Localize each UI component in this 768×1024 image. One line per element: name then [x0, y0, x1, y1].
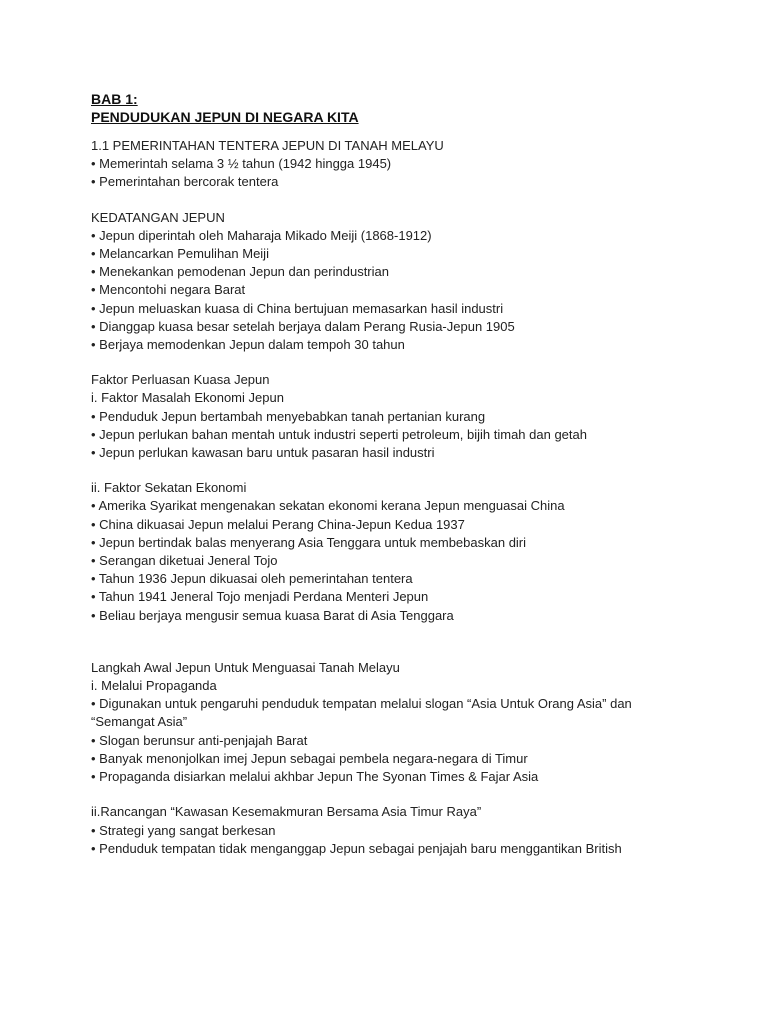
- section-kedatangan: [91, 209, 731, 355]
- section-pemerintahan: [91, 137, 731, 192]
- list-item-continuation: “Semangat Asia”: [91, 714, 188, 730]
- section-title: Faktor Perluasan Kuasa Jepun: [91, 372, 270, 388]
- list-item: • Banyak menonjolkan imej Jepun sebagai pembela negara-negara di Timur: [91, 750, 528, 766]
- section-title: 1.1 PEMERINTAHAN TENTERA JEPUN DI TANAH MELAYU: [91, 138, 444, 153]
- section-langkah-awal: [91, 659, 731, 786]
- section-title: ii. Faktor Sekatan Ekonomi: [91, 480, 247, 496]
- chapter-number: BAB 1:: [91, 91, 138, 107]
- list-item: • Dianggap kuasa besar setelah berjaya dalam Perang Rusia-Jepun 1905: [91, 318, 515, 334]
- list-item: • Jepun perlukan bahan mentah untuk industri seperti petroleum, bijih timah dan getah: [91, 426, 587, 442]
- list-item: • Memerintah selama 3 ½ tahun (1942 hingga 1945): [91, 156, 392, 172]
- list-item: • Strategi yang sangat berkesan: [91, 822, 276, 838]
- document-page: [91, 90, 731, 858]
- list-item: • Slogan berunsur anti-penjajah Barat: [91, 732, 308, 748]
- list-item: • Jepun meluaskan kuasa di China bertujuan memasarkan hasil industri: [91, 300, 504, 316]
- chapter-title: PENDUDUKAN JEPUN DI NEGARA KITA: [91, 109, 359, 125]
- section-sekatan-ekonomi: [91, 479, 731, 625]
- list-item: • Jepun diperintah oleh Maharaja Mikado Meiji (1868-1912): [91, 227, 432, 243]
- list-item: • Tahun 1941 Jeneral Tojo menjadi Perdana Menteri Jepun: [91, 589, 429, 605]
- list-item: • Penduduk Jepun bertambah menyebabkan tanah pertanian kurang: [91, 408, 486, 424]
- section-title: Langkah Awal Jepun Untuk Menguasai Tanah Melayu: [91, 659, 400, 675]
- list-item: • Penduduk tempatan tidak menganggap Jepun sebagai penjajah baru menggantikan British: [91, 840, 622, 856]
- section-title: ii.Rancangan “Kawasan Kesemakmuran Bersama Asia Timur Raya”: [91, 804, 482, 820]
- list-item: • Digunakan untuk pengaruhi penduduk tempatan melalui slogan “Asia Untuk Orang Asia” dan: [91, 696, 632, 712]
- section-faktor-perluasan: [91, 371, 731, 462]
- list-item: • China dikuasai Jepun melalui Perang China-Jepun Kedua 1937: [91, 516, 465, 532]
- list-item: • Amerika Syarikat mengenakan sekatan ekonomi kerana Jepun menguasai China: [91, 498, 565, 514]
- list-item: • Jepun bertindak balas menyerang Asia Tenggara untuk membebaskan diri: [91, 534, 527, 550]
- list-item: • Propaganda disiarkan melalui akhbar Jepun The Syonan Times & Fajar Asia: [91, 769, 539, 785]
- list-item: • Pemerintahan bercorak tentera: [91, 174, 279, 190]
- list-item: • Serangan diketuai Jeneral Tojo: [91, 553, 278, 569]
- list-item: • Mencontohi negara Barat: [91, 282, 246, 298]
- list-item: • Berjaya memodenkan Jepun dalam tempoh 30 tahun: [91, 337, 405, 353]
- section-rancangan: [91, 803, 731, 858]
- list-item: • Jepun perlukan kawasan baru untuk pasaran hasil industri: [91, 445, 435, 461]
- list-item: • Beliau berjaya mengusir semua kuasa Barat di Asia Tenggara: [91, 607, 454, 623]
- list-item: • Tahun 1936 Jepun dikuasai oleh pemerintahan tentera: [91, 571, 413, 587]
- list-item: • Melancarkan Pemulihan Meiji: [91, 246, 269, 262]
- section-subtitle: i. Faktor Masalah Ekonomi Jepun: [91, 390, 284, 406]
- section-subtitle: i. Melalui Propaganda: [91, 678, 217, 694]
- section-title: KEDATANGAN JEPUN: [91, 209, 225, 225]
- list-item: • Menekankan pemodenan Jepun dan perindustrian: [91, 264, 389, 280]
